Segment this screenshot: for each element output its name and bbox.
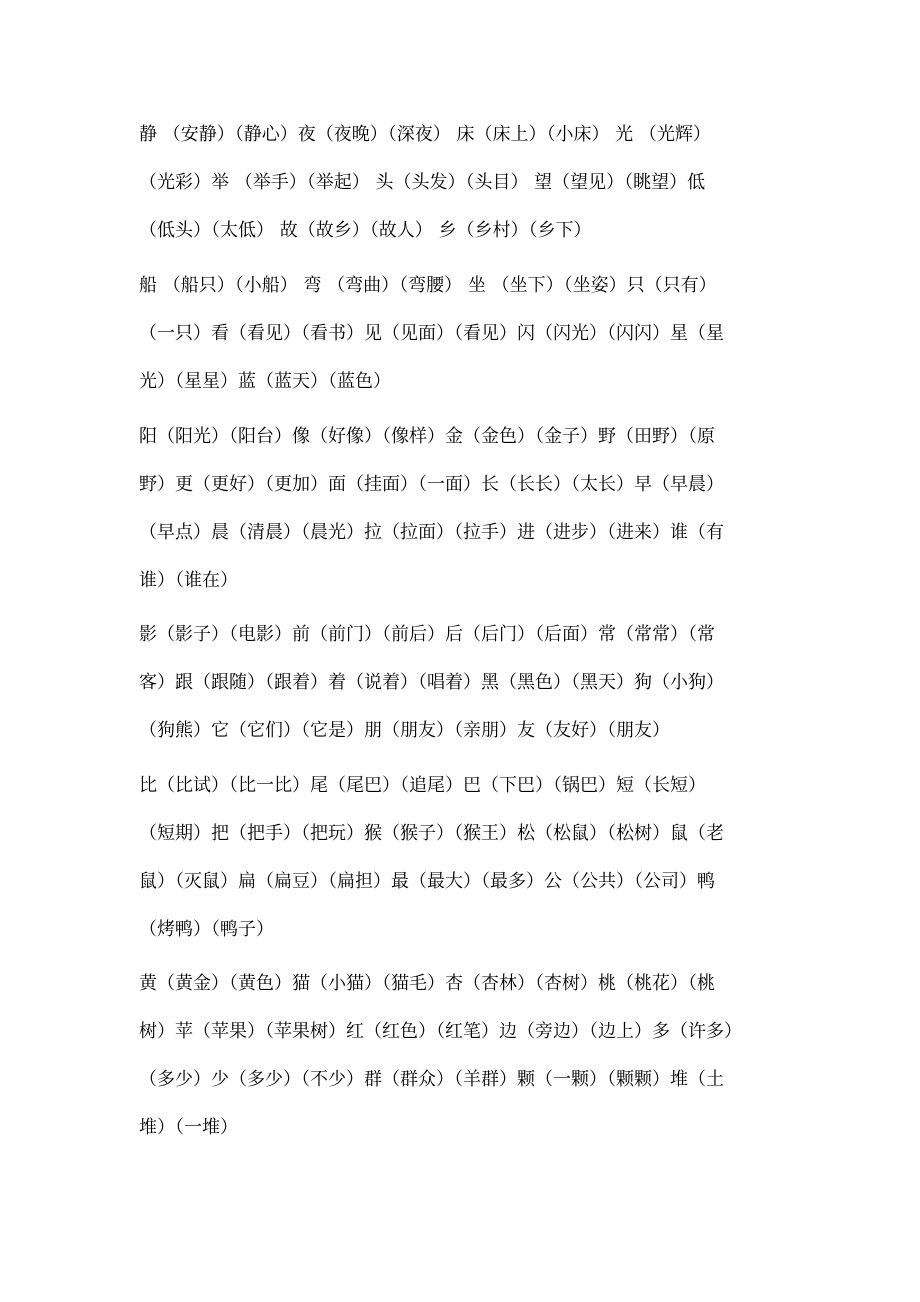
text-line: 谁）（谁在） xyxy=(139,570,238,591)
text-line: 野）更（更好）（更加）面（挂面）（一面）长（长长）（太长）早（早晨） xyxy=(139,474,724,495)
text-line: 客）跟（跟随）（跟着）着（说着）（唱着）黑（黑色）（黑天）狗（小狗） xyxy=(139,672,724,693)
paragraph xyxy=(139,623,799,767)
text-line: 阳（阳光）（阳台）像（好像）（像样）金（金色）（金子）野（田野）（原 xyxy=(139,426,715,447)
text-line: （烤鸭）（鸭子） xyxy=(139,919,274,940)
text-line: （低头）（太低） 故（故乡）（故人） 乡（乡村）（乡下） xyxy=(139,220,592,241)
text-line: 船 （船只）（小船） 弯 （弯曲）（弯腰） 坐 （坐下）（坐姿）只（只有） xyxy=(139,275,717,296)
text-line: 比（比试）（比一比）尾（尾巴）（追尾）巴（下巴）（锅巴）短（长短） xyxy=(139,775,706,796)
text-line: （狗熊）它（它们）（它是）朋（朋友）（亲朋）友（友好）（朋友） xyxy=(139,720,670,741)
text-line: 堆）（一堆） xyxy=(139,1117,238,1138)
paragraph xyxy=(139,972,799,1164)
text-line: （短期）把（把手）（把玩）猴（猴子）（猴王）松（松鼠）（松树）鼠（老 xyxy=(139,823,724,844)
text-line: 黄（黄金）（黄色）猫（小猫）（猫毛）杏（杏林）（杏树）桃（桃花）（桃 xyxy=(139,973,715,994)
text-line: 鼠）（灭鼠）扁（扁豆）（扁担）最（最大）（最多）公（公共）（公司）鸭 xyxy=(139,871,715,892)
text-line: （多少）少（多少）（不少）群（群众）（羊群）颗（一颗）（颗颗）堆（土 xyxy=(139,1069,724,1090)
text-line: 光）（星星）蓝（蓝天）（蓝色） xyxy=(139,371,391,392)
text-line: 树）苹（苹果）（苹果树）红（红色）（红笔）边（旁边）（边上）多（许多） xyxy=(139,1021,742,1042)
paragraph xyxy=(139,425,799,617)
paragraph xyxy=(139,274,799,418)
text-line: （一只）看（看见）（看书）见（见面）（看见）闪（闪光）（闪闪）星（星 xyxy=(139,323,724,344)
text-line: 影（影子）（电影）前（前门）（前后）后（后门）（后面）常（常常）（常 xyxy=(139,624,715,645)
text-line: 静 （安静）（静心）夜（夜晚）（深夜） 床（床上）（小床） 光 （光辉） xyxy=(139,124,711,145)
text-line: （早点）晨（清晨）（晨光）拉（拉面）（拉手）进（进步）（进来）谁（有 xyxy=(139,522,724,543)
paragraph xyxy=(139,123,799,267)
paragraph xyxy=(139,774,799,966)
text-line: （光彩）举 （举手）（举起） 头（头发）（头目） 望（望见）（眺望）低 xyxy=(139,172,706,193)
